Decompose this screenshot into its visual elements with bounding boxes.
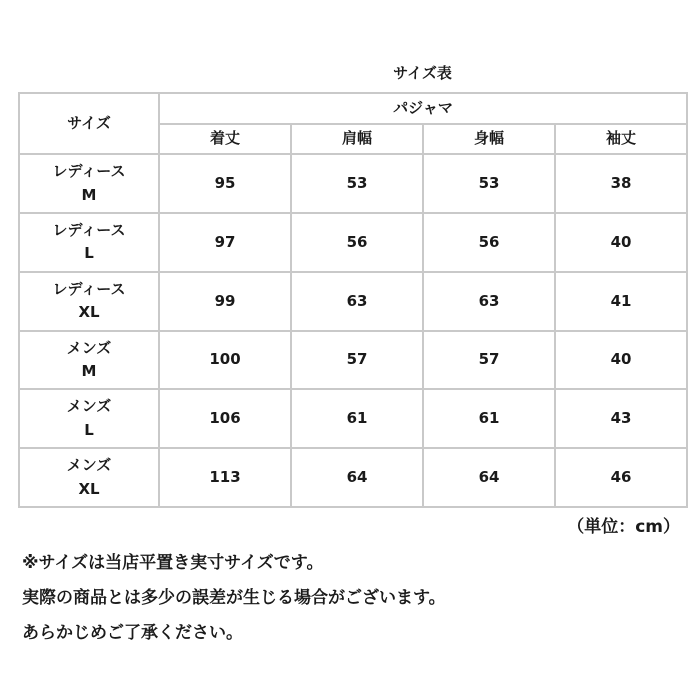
column-header: 袖丈 [555, 124, 687, 155]
table-cell: 99 [159, 272, 291, 331]
table-cell: 100 [159, 331, 291, 390]
size-label: レディース M [19, 154, 159, 213]
table-cell: 97 [159, 213, 291, 272]
table-cell: 56 [423, 213, 555, 272]
table-cell: 53 [423, 154, 555, 213]
table-cell: 106 [159, 389, 291, 448]
note-line: あらかじめご了承ください。 [22, 623, 243, 643]
table-row [19, 448, 687, 507]
table-cell: 63 [291, 272, 423, 331]
table-cell: 61 [423, 389, 555, 448]
table-cell: 53 [291, 154, 423, 213]
table-cell: 57 [291, 331, 423, 390]
table-cell: 113 [159, 448, 291, 507]
table-cell: 43 [555, 389, 687, 448]
table-row [19, 213, 687, 272]
note-line: 実際の商品とは多少の誤差が生じる場合がございます。 [22, 588, 446, 608]
table-cell: 61 [291, 389, 423, 448]
size-label: レディース L [19, 213, 159, 272]
size-label: レディース XL [19, 272, 159, 331]
table-row [19, 272, 687, 331]
header-row [19, 93, 687, 124]
table-cell: 56 [291, 213, 423, 272]
table-cell: 38 [555, 154, 687, 213]
table-cell: 57 [423, 331, 555, 390]
table-row [19, 389, 687, 448]
table-row [19, 331, 687, 390]
table-cell: 64 [423, 448, 555, 507]
table-cell: 95 [159, 154, 291, 213]
notes [22, 546, 446, 651]
table-cell: 46 [555, 448, 687, 507]
column-header: 肩幅 [291, 124, 423, 155]
size-chart-title: サイズ表 [393, 64, 452, 82]
group-header: パジャマ [159, 93, 687, 124]
table-cell: 40 [555, 213, 687, 272]
table-row [19, 154, 687, 213]
table-cell: 40 [555, 331, 687, 390]
column-header: 身幅 [423, 124, 555, 155]
size-header: サイズ [19, 93, 159, 154]
unit-note: （単位：cm） [567, 517, 680, 537]
table-cell: 64 [291, 448, 423, 507]
size-label: メンズ L [19, 389, 159, 448]
size-label: メンズ M [19, 331, 159, 390]
size-label: メンズ XL [19, 448, 159, 507]
column-header: 着丈 [159, 124, 291, 155]
table-cell: 63 [423, 272, 555, 331]
table-cell: 41 [555, 272, 687, 331]
note-line: ※サイズは当店平置き実寸サイズです。 [22, 553, 324, 573]
size-table [18, 92, 688, 508]
